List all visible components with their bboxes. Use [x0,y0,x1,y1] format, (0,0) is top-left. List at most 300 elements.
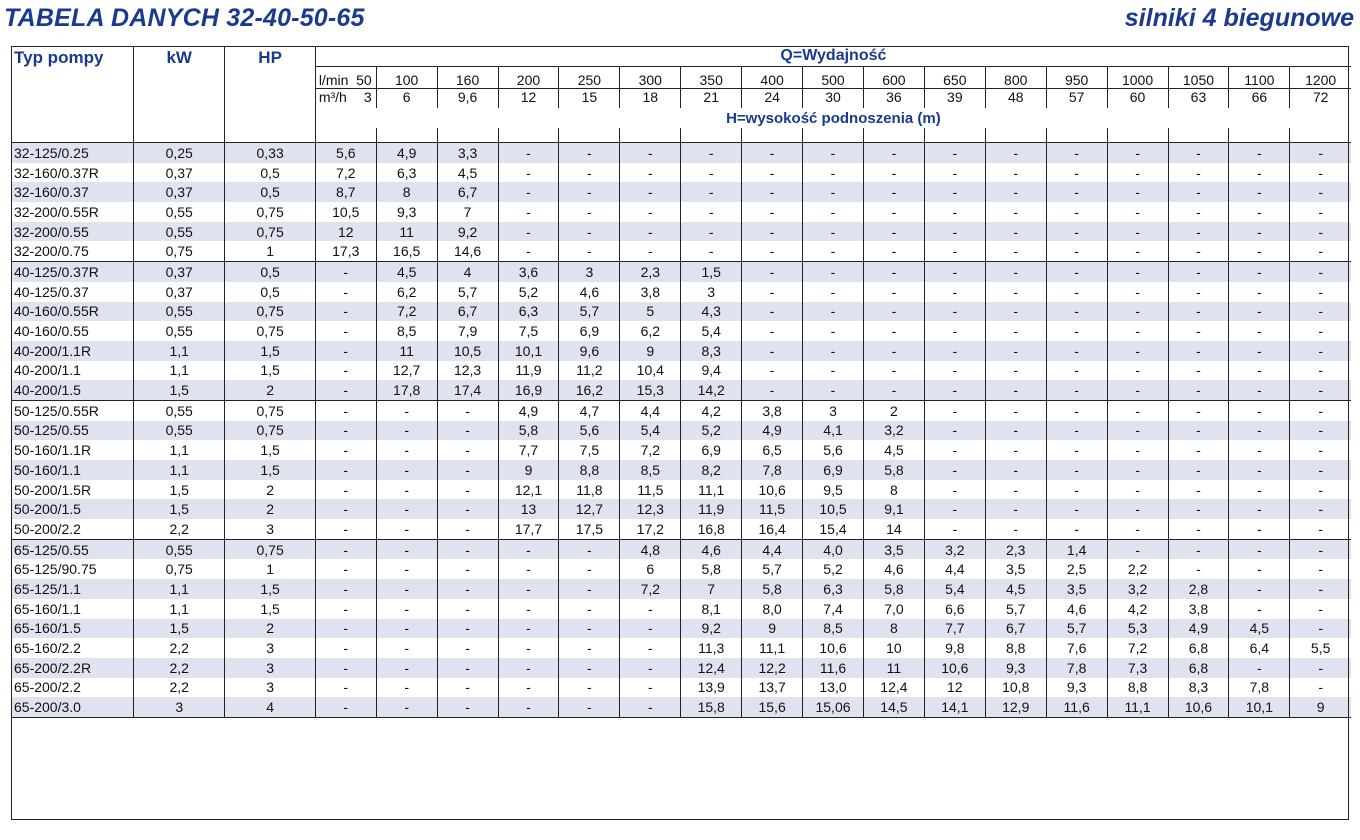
table-row [11,619,1351,639]
table-row [11,400,1351,420]
head-value-cell: 5 [620,302,681,322]
head-value-cell: - [924,163,985,183]
head-value-cell: - [1107,182,1168,202]
head-value-cell: 11,2 [559,361,620,381]
hp-cell: 0,75 [225,400,315,420]
head-value-cell: 7,6 [1046,638,1107,658]
head-value-cell: - [620,222,681,242]
head-value-cell: 7,8 [1229,678,1290,698]
head-value-cell: 7,3 [1107,658,1168,678]
head-value-cell: - [498,241,559,261]
head-value-cell: 3,8 [620,282,681,302]
flow-lmin-value: 1000 [1107,67,1168,89]
head-value-cell: - [315,440,376,460]
pump-type-cell: 65-160/1.1 [11,599,134,619]
head-value-cell: - [1046,163,1107,183]
head-value-cell: 5,8 [863,460,924,480]
head-value-cell: - [437,400,498,420]
head-value-cell: 7,8 [1046,658,1107,678]
table-row [11,163,1351,183]
pump-type-cell: 32-125/0.25 [11,143,134,163]
head-value-cell: 11,6 [1046,697,1107,717]
unit-m3h: m³/h [318,89,347,105]
head-value-cell: 11 [376,222,437,242]
head-value-cell: - [437,421,498,441]
head-value-cell: - [1290,143,1351,163]
head-value-cell: - [1107,163,1168,183]
head-value-cell: - [376,499,437,519]
head-header: H=wysokość podnoszenia (m) [726,109,941,127]
flow-lmin-value: 1050 [1168,67,1229,89]
head-value-cell: - [437,619,498,639]
hp-cell: 1 [225,241,315,261]
head-value-cell: - [1290,539,1351,559]
table-row [11,341,1351,361]
head-value-cell: - [924,380,985,400]
head-value-cell: - [1290,222,1351,242]
head-value-cell: - [315,480,376,500]
pump-type-cell: 40-200/1.1 [11,361,134,381]
head-value-cell: - [742,241,803,261]
head-value-cell: - [1229,321,1290,341]
head-value-cell: 2,8 [1168,579,1229,599]
head-value-cell: - [1318,679,1323,696]
head-value-cell: 14 [863,519,924,539]
head-value-cell: - [559,222,620,242]
head-value-cell: - [924,421,985,441]
head-value-cell: 1,5 [681,262,742,282]
pump-type-cell: 65-125/0.55 [11,539,134,559]
unit-lmin: l/min [318,72,349,88]
head-value-cell: 10,4 [620,361,681,381]
head-value-cell: - [315,380,376,400]
head-value-cell: 3,3 [437,143,498,163]
head-value-cell: - [559,619,620,639]
head-value-cell: - [1107,400,1168,420]
head-value-cell: - [559,678,620,698]
flow-lmin-cell [315,67,376,89]
head-value-cell: - [863,262,924,282]
table-row [11,380,1351,400]
table-row [11,262,1351,282]
hp-cell: 1,5 [225,440,315,460]
kw-cell: 2,2 [134,678,225,698]
head-value-cell: 5,8 [681,559,742,579]
head-value-cell: 7,5 [559,440,620,460]
kw-cell: 0,55 [134,421,225,441]
head-value-cell: 6,3 [498,302,559,322]
head-value-cell: - [498,202,559,222]
head-value-cell: - [985,380,1046,400]
head-value-cell: - [742,341,803,361]
head-value-cell: - [376,619,437,639]
table-row [11,440,1351,460]
head-value-cell: - [1168,559,1229,579]
head-value-cell: - [498,638,559,658]
head-value-cell: - [1229,361,1290,381]
head-value-cell: - [1168,321,1229,341]
head-value-cell: 10,1 [498,341,559,361]
head-value-cell: - [315,361,376,381]
head-value-cell: - [437,638,498,658]
head-value-cell: - [1290,619,1351,639]
head-value-cell: 5,7 [742,559,803,579]
head-value-cell: 12 [315,222,376,242]
head-value-cell: 15,8 [681,697,742,717]
head-value-cell: - [924,302,985,322]
head-value-cell: 4,5 [985,579,1046,599]
head-value-cell: - [985,341,1046,361]
head-value-cell: 5,6 [315,143,376,163]
head-value-cell: - [620,143,681,163]
kw-cell: 0,25 [134,143,225,163]
table-row [11,697,1351,717]
head-value-cell: - [985,421,1046,441]
head-value-cell: - [924,499,985,519]
head-value-cell: - [315,302,376,322]
head-value-cell: - [924,262,985,282]
head-value-cell: - [985,321,1046,341]
head-value-cell: - [1229,262,1290,282]
flow-m3h-value: 48 [985,89,1046,109]
head-value-cell: 13,0 [803,678,864,698]
table-row [11,678,1351,698]
head-value-cell: - [1318,442,1323,459]
head-value-cell: - [498,559,559,579]
head-value-cell: - [803,341,864,361]
flow-m3h-value: 18 [620,89,681,109]
head-value-cell: - [315,559,376,579]
head-value-cell: - [1046,241,1107,261]
head-value-cell: 4 [437,262,498,282]
head-value-cell: - [1046,499,1107,519]
pump-type-cell: 32-200/0.55R [11,202,134,222]
table-row [11,222,1351,242]
head-value-cell: - [1229,539,1290,559]
head-value-cell: - [803,182,864,202]
pump-type-cell: 65-200/2.2 [11,678,134,698]
kw-cell: 1,1 [134,361,225,381]
hp-cell: 0,75 [225,302,315,322]
head-value-cell: 4,6 [863,559,924,579]
head-value-cell: 6,8 [1168,638,1229,658]
head-value-cell: - [742,202,803,222]
head-value-cell: - [1318,362,1323,379]
flow-lmin-value: 1200 [1290,67,1351,89]
head-value-cell: - [1318,164,1323,181]
header-gap-cell [742,128,803,143]
head-value-cell: 4,5 [1229,619,1290,639]
head-value-cell: - [985,241,1046,261]
head-value-cell: - [1107,380,1168,400]
header-gap-cell [1290,128,1351,143]
head-value-cell: 10,5 [437,341,498,361]
pump-type-cell: 40-160/0.55R [11,302,134,322]
head-value-cell: 3 [559,262,620,282]
head-value-cell: - [1107,361,1168,381]
head-value-cell: 16,8 [681,519,742,539]
head-value-cell: 11,3 [681,638,742,658]
head-value-cell: - [559,182,620,202]
hp-cell: 0,5 [225,182,315,202]
head-value-cell: 6,9 [559,321,620,341]
head-value-cell: - [620,658,681,678]
table-row [11,539,1351,559]
head-value-cell: 8,8 [985,638,1046,658]
head-value-cell: 9,3 [1046,678,1107,698]
head-value-cell: - [498,143,559,163]
head-value-cell: 15,3 [620,380,681,400]
flow-lmin-value: 800 [985,67,1046,89]
head-value-cell: - [437,499,498,519]
head-value-cell: - [1168,262,1229,282]
head-value-cell: - [924,222,985,242]
head-value-cell: - [863,302,924,322]
head-value-cell: - [1107,282,1168,302]
head-value-cell: - [1290,658,1351,678]
head-value-cell: - [1229,163,1290,183]
head-value-cell: - [985,519,1046,539]
table-row [11,143,1351,163]
pump-type-cell: 32-200/0.75 [11,241,134,261]
head-value-cell: - [1229,400,1290,420]
table-row [11,480,1351,500]
head-value-cell: 11,1 [681,480,742,500]
head-value-cell: 12,2 [742,658,803,678]
head-value-cell: - [1046,202,1107,222]
flow-m3h-value: 3 [363,89,372,105]
head-value-cell: - [863,361,924,381]
head-value-cell: - [376,440,437,460]
head-value-cell: - [376,480,437,500]
head-value-cell: 8,8 [559,460,620,480]
head-value-cell: 16,9 [498,380,559,400]
head-value-cell: 11,1 [1107,697,1168,717]
head-value-cell: - [1046,361,1107,381]
head-value-cell: 8,5 [620,460,681,480]
head-value-cell: - [1168,539,1229,559]
head-value-cell: 6 [620,559,681,579]
head-value-cell: 4,4 [924,559,985,579]
head-value-cell: 6,7 [985,619,1046,639]
hp-cell: 3 [225,638,315,658]
head-value-cell: 5,6 [803,440,864,460]
page-subtitle: silniki 4 biegunowe [1124,4,1354,32]
head-value-cell: - [620,697,681,717]
pump-type-cell: 40-125/0.37R [11,262,134,282]
head-value-cell: 6,9 [681,440,742,460]
head-value-cell: 9 [498,460,559,480]
head-value-cell: 4,8 [620,539,681,559]
flow-m3h-cell [315,89,376,109]
table-row [11,321,1351,341]
head-value-cell: 10,5 [803,499,864,519]
head-value-cell: - [1229,499,1290,519]
flow-lmin-value: 650 [924,67,985,89]
pump-type-cell: 40-200/1.1R [11,341,134,361]
head-value-cell: - [559,697,620,717]
head-value-cell: 11 [376,341,437,361]
head-value-cell: - [559,163,620,183]
pump-type-cell: 32-160/0.37R [11,163,134,183]
head-value-cell: 9 [1290,697,1351,717]
head-value-cell: - [1046,341,1107,361]
head-value-cell: - [1229,282,1290,302]
kw-cell: 1,5 [134,499,225,519]
head-value-cell: - [742,262,803,282]
head-value-cell: 6,6 [924,599,985,619]
head-value-cell: 12,1 [498,480,559,500]
head-value-cell: 6,2 [376,282,437,302]
head-value-cell: 8 [863,619,924,639]
head-value-cell: 17,8 [376,380,437,400]
head-value-cell: - [985,163,1046,183]
table-body [11,143,1351,718]
head-value-cell: - [1229,440,1290,460]
header-gap-cell [620,128,681,143]
flow-m3h-value: 72 [1312,89,1329,105]
head-value-cell: - [437,539,498,559]
head-value-cell: 17,2 [620,519,681,539]
header-gap-cell [803,128,864,143]
header-gap-cell [437,128,498,143]
head-value-cell: - [742,163,803,183]
head-value-cell: - [985,282,1046,302]
table-row [11,460,1351,480]
flow-m3h-value: 66 [1229,89,1290,109]
head-value-cell: 9,3 [376,202,437,222]
head-value-cell: - [681,182,742,202]
table-row [11,599,1351,619]
head-value-cell: - [315,678,376,698]
kw-cell: 0,37 [134,182,225,202]
flow-lmin-value: 500 [803,67,864,89]
head-value-cell: 8 [863,480,924,500]
pump-type-cell: 50-200/2.2 [11,519,134,539]
pump-type-cell: 40-125/0.37 [11,282,134,302]
head-value-cell: - [315,460,376,480]
head-value-cell: - [498,599,559,619]
head-value-cell: 5,2 [803,559,864,579]
head-value-cell: - [1229,222,1290,242]
head-value-cell: 3,6 [498,262,559,282]
head-value-cell: 8,3 [1168,678,1229,698]
head-value-cell: - [985,143,1046,163]
head-value-cell: - [1168,143,1229,163]
head-value-cell: - [315,539,376,559]
head-value-cell: - [1318,243,1323,260]
hp-cell: 0,75 [225,539,315,559]
head-value-cell: - [1046,222,1107,242]
head-value-cell: - [924,460,985,480]
head-value-cell: - [315,579,376,599]
flow-m3h-value: 24 [742,89,803,109]
head-value-cell: - [1290,262,1351,282]
head-value-cell: - [681,163,742,183]
head-value-cell: - [742,282,803,302]
pump-type-cell: 50-125/0.55 [11,421,134,441]
head-value-cell: 4,6 [559,282,620,302]
head-value-cell: - [1168,163,1229,183]
head-value-cell: 5,4 [924,579,985,599]
head-value-cell: 2,3 [985,539,1046,559]
pump-type-cell: 50-160/1.1 [11,460,134,480]
head-value-cell: - [315,697,376,717]
head-value-cell: - [559,539,620,559]
head-value-cell: 8,1 [681,599,742,619]
head-value-cell: 4,0 [803,539,864,559]
head-value-cell: - [924,321,985,341]
head-value-cell: 5,4 [681,321,742,341]
kw-cell: 0,37 [134,282,225,302]
head-value-cell: - [742,361,803,381]
head-value-cell: - [803,222,864,242]
head-value-cell: 4,9 [498,400,559,420]
head-value-cell: 3 [681,282,742,302]
head-value-cell: - [1046,519,1107,539]
kw-cell: 0,75 [134,241,225,261]
head-value-cell: 10,8 [985,678,1046,698]
header-gap-cell [559,128,620,143]
head-value-cell: - [1107,539,1168,559]
head-value-cell: - [985,222,1046,242]
head-value-cell: 8,0 [742,599,803,619]
col-header-kw: kW [134,46,225,143]
hp-cell: 0,75 [225,421,315,441]
head-value-cell: 3,5 [863,539,924,559]
head-value-cell: - [1290,302,1351,322]
head-value-cell: 7,2 [315,163,376,183]
header-gap-cell [315,128,376,143]
head-value-cell: 13,7 [742,678,803,698]
head-value-cell: - [985,499,1046,519]
head-value-cell: - [498,579,559,599]
pump-type-cell: 65-125/1.1 [11,579,134,599]
head-value-cell: - [681,222,742,242]
head-value-cell: 12,9 [985,697,1046,717]
head-value-cell: - [924,361,985,381]
head-value-cell: 9,1 [863,499,924,519]
head-value-cell: 7,5 [498,321,559,341]
kw-cell: 0,37 [134,262,225,282]
head-value-cell: - [315,658,376,678]
head-value-cell: 4,9 [376,143,437,163]
pump-type-cell: 32-160/0.37 [11,182,134,202]
head-value-cell: - [1107,480,1168,500]
head-value-cell: - [437,480,498,500]
head-value-cell: 11,5 [620,480,681,500]
head-value-cell: - [985,202,1046,222]
kw-cell: 0,75 [134,559,225,579]
head-value-cell: 6,5 [742,440,803,460]
head-value-cell: - [1168,519,1229,539]
head-value-cell: - [376,460,437,480]
head-value-cell: 2,5 [1046,559,1107,579]
head-value-cell: - [924,440,985,460]
head-value-cell: 5,7 [559,302,620,322]
head-value-cell: - [1168,282,1229,302]
kw-cell: 0,55 [134,400,225,420]
hp-cell: 2 [225,619,315,639]
head-value-cell: - [1046,400,1107,420]
head-value-cell: 5,6 [559,421,620,441]
head-value-cell: - [1318,520,1323,537]
head-value-cell: 8,2 [681,460,742,480]
head-value-cell: - [742,321,803,341]
head-value-cell: - [559,658,620,678]
head-value-cell: 7,4 [803,599,864,619]
kw-cell: 1,1 [134,440,225,460]
